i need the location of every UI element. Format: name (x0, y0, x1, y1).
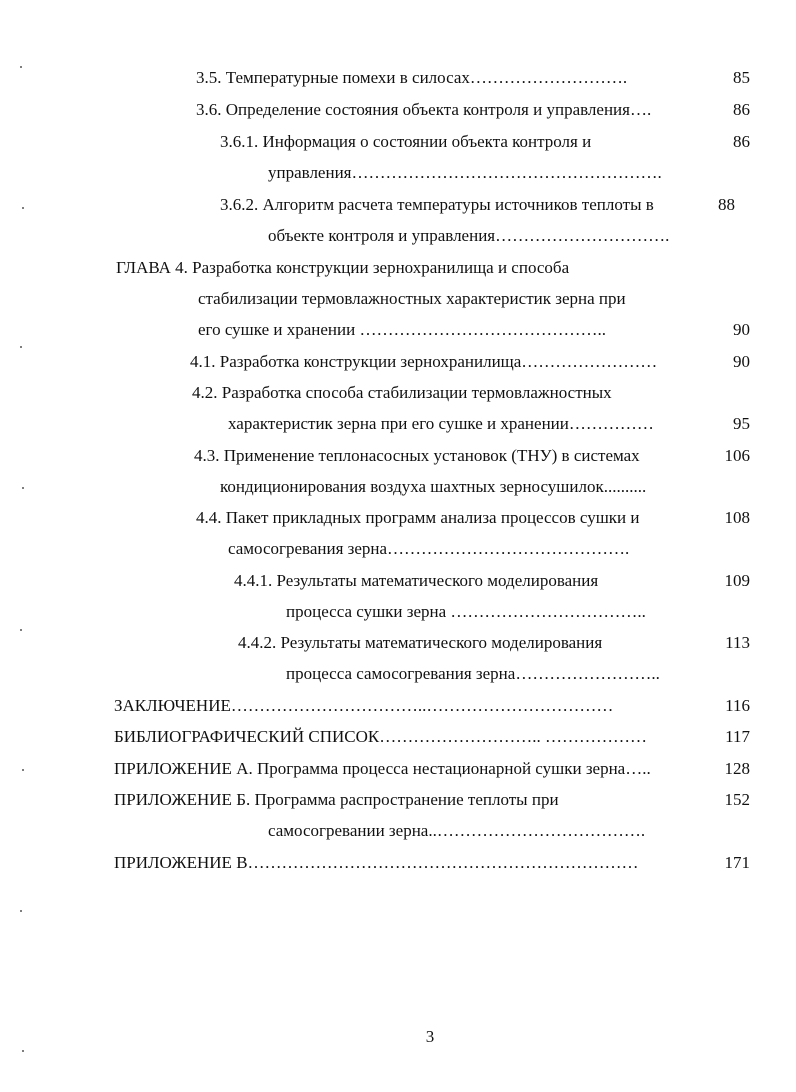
toc-entry-4-4-2-line2: процесса самосогревания зерна…………………….. (286, 664, 660, 683)
scan-speck (22, 769, 24, 771)
toc-page-3-6-2: 88 (718, 195, 735, 214)
toc-entry-conclusion: ЗАКЛЮЧЕНИЕ……………………………..…………………………… (114, 696, 614, 715)
toc-page-4-3: 106 (724, 446, 750, 465)
scan-speck (22, 487, 24, 489)
toc-entry-bibliography: БИБЛИОГРАФИЧЕСКИЙ СПИСОК……………………….. ……………… (114, 727, 647, 746)
toc-entry-4-3-line1: 4.3. Применение теплонасосных установок (ТНУ) в системах (194, 446, 640, 465)
toc-page-4-4-1: 109 (724, 571, 750, 590)
toc-entry-3-5: 3.5. Температурные помехи в силосах………………………. (196, 68, 628, 87)
toc-entry-4-3-line2: кондиционирования воздуха шахтных зерносушилок.......... (220, 477, 647, 496)
toc-page-appendix-v: 171 (724, 853, 750, 872)
scan-speck (22, 1050, 24, 1052)
toc-entry-4-4-2-line1: 4.4.2. Результаты математического моделирования (238, 633, 603, 652)
toc-chapter-4-line3: его сушке и хранении …………………………………….. (198, 320, 606, 339)
toc-entry-3-6: 3.6. Определение состояния объекта контроля и управления…. (196, 100, 652, 119)
toc-entry-4-4-1-line2: процесса сушки зерна …………………………….. (286, 602, 646, 621)
scan-speck (20, 66, 22, 68)
toc-entry-3-6-2-line1: 3.6.2. Алгоритм расчета температуры источников теплоты в (220, 195, 654, 214)
toc-page-3-6-1: 86 (733, 132, 750, 151)
toc-page-bibliography: 117 (725, 727, 750, 746)
toc-entry-4-2-line1: 4.2. Разработка способа стабилизации термовлажностных (192, 383, 612, 402)
scan-speck (22, 207, 24, 209)
toc-page-4-2: 95 (733, 414, 750, 433)
toc-page-conclusion: 116 (725, 696, 750, 715)
toc-page-chapter-4: 90 (733, 320, 750, 339)
toc-entry-3-6-2-line2: объекте контроля и управления…………………………. (268, 226, 670, 245)
toc-entry-appendix-b-line2: самосогревании зерна..………………………………. (268, 821, 646, 840)
toc-entry-appendix-v: ПРИЛОЖЕНИЕ В…………………………………………………………… (114, 853, 639, 872)
scan-speck (20, 910, 22, 912)
toc-page-3-6: 86 (733, 100, 750, 119)
toc-page-4-4-2: 113 (725, 633, 750, 652)
toc-page-appendix-b: 152 (724, 790, 750, 809)
toc-page-3-5: 85 (733, 68, 750, 87)
toc-chapter-4-line1: ГЛАВА 4. Разработка конструкции зернохранилища и способа (116, 258, 570, 277)
toc-page-4-4: 108 (724, 508, 750, 527)
scan-speck (20, 629, 22, 631)
toc-page-appendix-a: 128 (724, 759, 750, 778)
page-number: 3 (425, 1027, 435, 1046)
toc-entry-4-4-line1: 4.4. Пакет прикладных программ анализа процессов сушки и (196, 508, 640, 527)
toc-chapter-4-line2: стабилизации термовлажностных характеристик зерна при (198, 289, 626, 308)
toc-entry-appendix-b-line1: ПРИЛОЖЕНИЕ Б. Программа распространение теплоты при (114, 790, 559, 809)
toc-entry-3-6-1-line2: управления………………………………………………. (268, 163, 662, 182)
scan-speck (20, 346, 22, 348)
toc-entry-3-6-1-line1: 3.6.1. Информация о состоянии объекта контроля и (220, 132, 592, 151)
toc-entry-4-2-line2: характеристик зерна при его сушке и хранении…………… (228, 414, 654, 433)
toc-page-4-1: 90 (733, 352, 750, 371)
toc-entry-4-4-1-line1: 4.4.1. Результаты математического моделирования (234, 571, 599, 590)
toc-entry-4-4-line2: самосогревания зерна……………………………………. (228, 539, 630, 558)
toc-entry-4-1: 4.1. Разработка конструкции зернохранилища…………………… (190, 352, 658, 371)
toc-entry-appendix-a: ПРИЛОЖЕНИЕ А. Программа процесса нестационарной сушки зерна….. (114, 759, 651, 778)
